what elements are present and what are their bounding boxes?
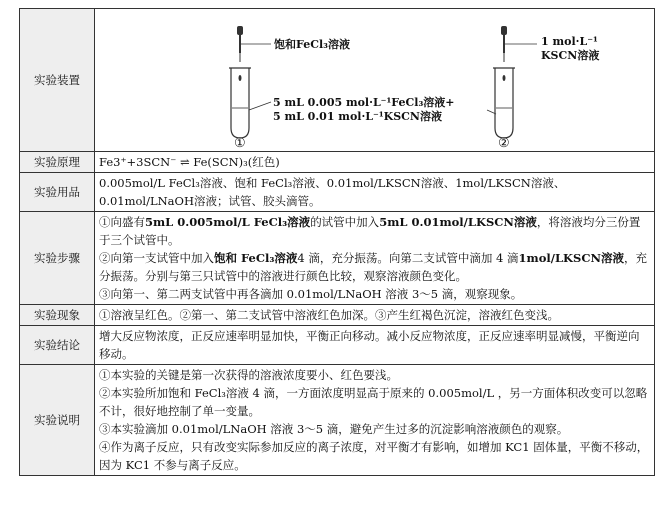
notes-label: 实验说明: [20, 365, 95, 476]
dropper2-label-line2: KSCN溶液: [541, 49, 600, 62]
row-principle: [20, 152, 655, 173]
principle-equation: Fe3⁺+3SCN⁻ ⇌ Fe(SCN)₃(红色): [95, 152, 655, 173]
pointer-line-1: [249, 102, 271, 110]
steps-label: 实验步骤: [20, 212, 95, 305]
principle-label: 实验原理: [20, 152, 95, 173]
supplies-text: 0.005mol/L FeCl₃溶液、饱和 FeCl₃溶液、0.01mol/LKSCN溶液、1mol/LKSCN溶液、0.01mol/LNaOH溶液；试管、胶头滴管。: [95, 173, 655, 212]
supplies-label: 实验用品: [20, 173, 95, 212]
row-notes: [20, 365, 655, 476]
row-apparatus: [20, 9, 655, 152]
center-label-line2: 5 mL 0.01 mol·L⁻¹KSCN溶液: [273, 110, 442, 123]
conclusion-label: 实验结论: [20, 326, 95, 365]
tube1-mark: ①: [234, 136, 246, 151]
row-steps: [20, 212, 655, 305]
notes-cell: [95, 365, 655, 476]
dropper1-label: 饱和FeCl₃溶液: [274, 38, 350, 51]
step-1: ①向盛有5mL 0.005mol/L FeCl₃溶液的试管中加入5mL 0.01mol/LKSCN溶液，将溶液均分三份置于三个试管中。: [99, 215, 641, 247]
row-conclusion: [20, 326, 655, 365]
steps-cell: [95, 212, 655, 305]
step-2: ②向第一支试管中加入饱和 FeCl₃溶液4 滴，充分振荡。向第二支试管中滴加 4 滴1mol/LKSCN溶液，充分振荡。分别与第三只试管中的溶液进行颜色比较，观察溶液颜色变化。: [99, 251, 647, 283]
experiment-table: [19, 8, 655, 476]
step-3: ③向第一、第二两支试管中再各滴加 0.01mol/LNaOH 溶液 3～5 滴，观察现象。: [99, 287, 523, 301]
phenomena-label: 实验现象: [20, 305, 95, 326]
conclusion-text: 增大反应物浓度，正反应速率明显加快，平衡正向移动。减小反应物浓度，正反应速率明显减慢，平衡逆向移动。: [95, 326, 655, 365]
apparatus-drawing: [95, 10, 661, 150]
note-3: ③本实验滴加 0.01mol/LNaOH 溶液 3～5 滴，避免产生过多的沉淀影响溶液颜色的观察。: [99, 422, 569, 436]
apparatus-cell: [95, 9, 655, 152]
dropper-2: [501, 26, 537, 62]
note-2: ②本实验所加饱和 FeCl₃溶液 4 滴，一方面浓度明显高于原来的 0.005mol/L ，另一方面体积改变可以忽略不计，很好地控制了单一变量。: [99, 386, 648, 418]
row-phenomena: [20, 305, 655, 326]
row-supplies: [20, 173, 655, 212]
test-tube-2: [493, 68, 515, 138]
note-1: ①本实验的关键是第一次获得的溶液浓度要小、红色要浅。: [99, 368, 398, 382]
tube2-mark: ②: [498, 136, 510, 151]
phenomena-text: ①溶液呈红色。②第一、第二支试管中溶液红色加深。③产生红褐色沉淀，溶液红色变浅。: [95, 305, 655, 326]
dropper2-label-line1: 1 mol·L⁻¹: [541, 35, 598, 48]
apparatus-label: 实验装置: [20, 9, 95, 152]
test-tube-1: [229, 68, 251, 138]
note-4: ④作为离子反应，只有改变实际参加反应的离子浓度，对平衡才有影响，如增加 KC1 固体量，平衡不移动，因为 KC1 不参与离子反应。: [99, 440, 649, 472]
apparatus-diagram: [95, 10, 654, 150]
center-label-line1: 5 mL 0.005 mol·L⁻¹FeCl₃溶液+: [273, 96, 455, 109]
dropper-1: [237, 26, 271, 62]
